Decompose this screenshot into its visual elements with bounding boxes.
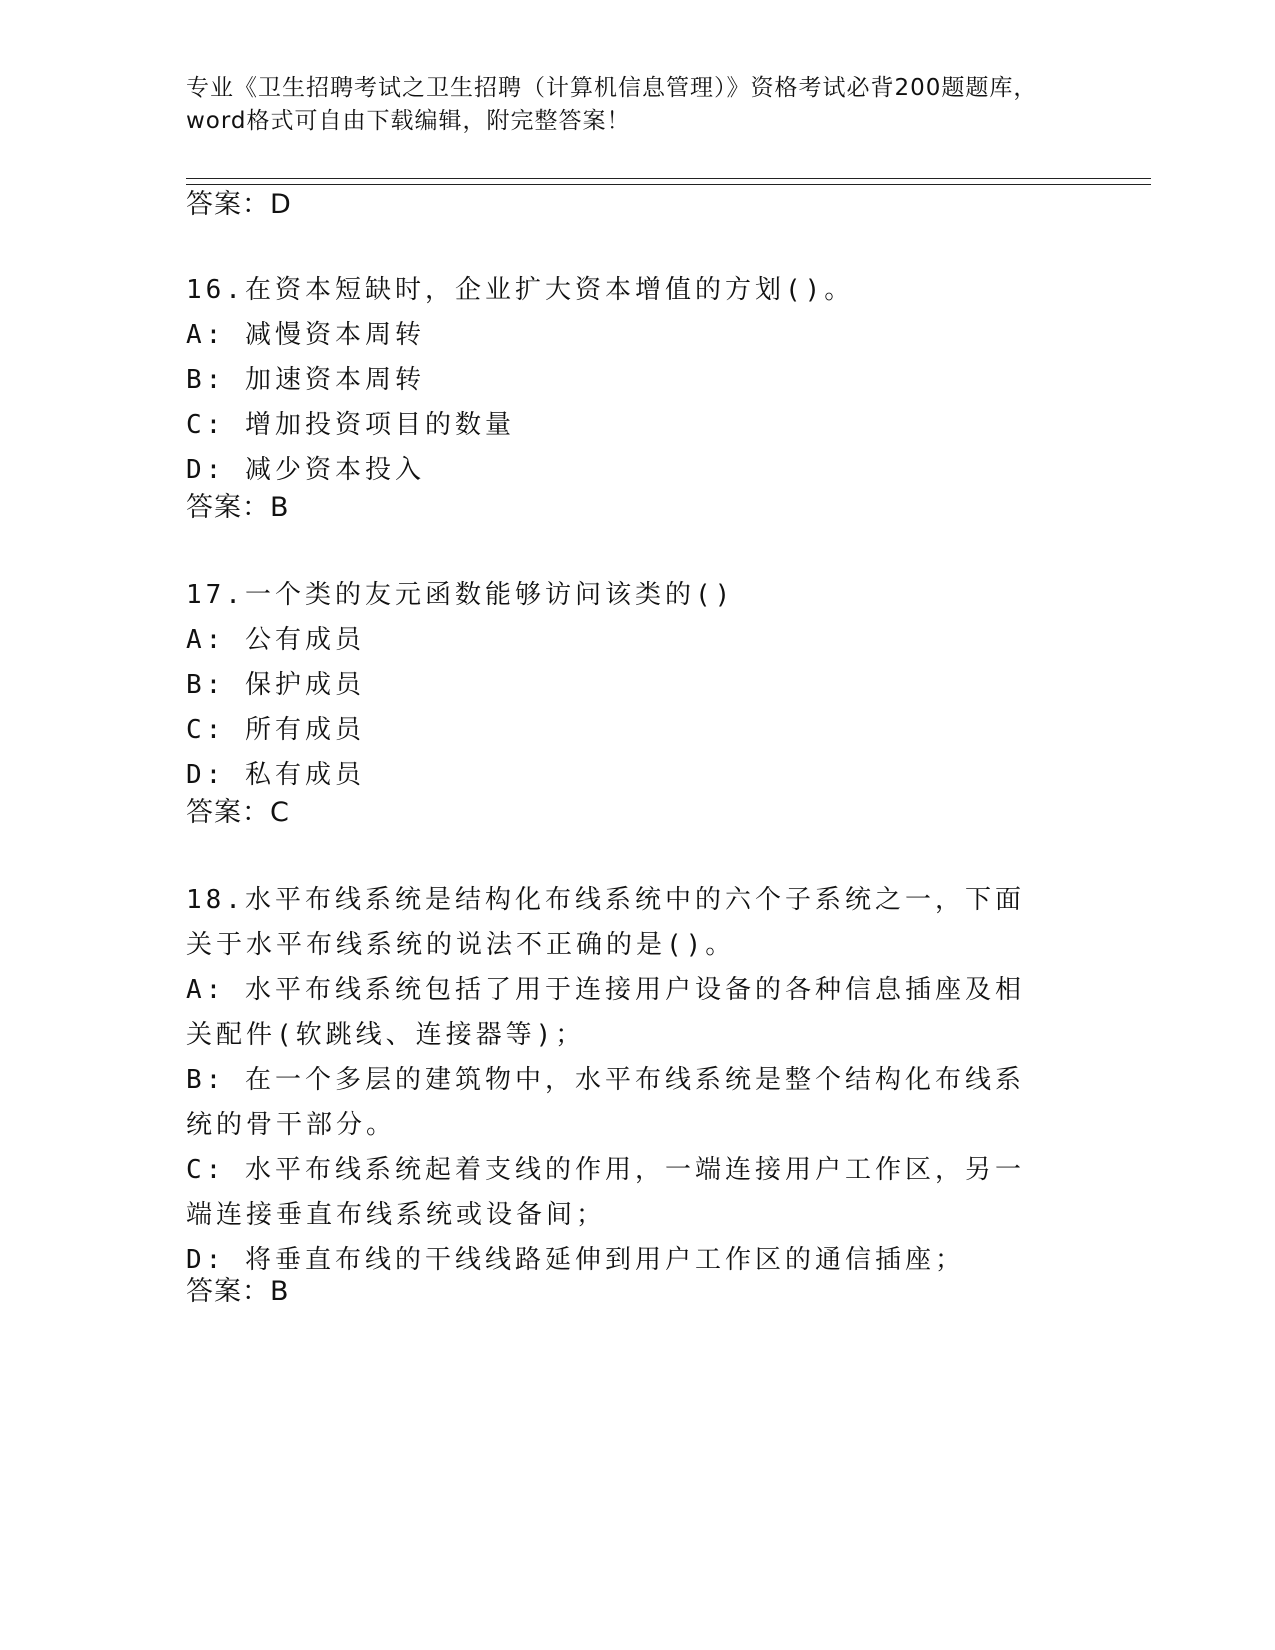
question-stem: 18.水平布线系统是结构化布线系统中的六个子系统之一，下面关于水平布线系统的说法不正确的是()。 xyxy=(186,885,1025,960)
question-stem: 16.在资本短缺时，企业扩大资本增值的方划()。 xyxy=(186,275,855,305)
option-b: B: 加速资本周转 xyxy=(186,365,425,395)
option-c: C: 增加投资项目的数量 xyxy=(186,410,515,440)
option-b: B: 保护成员 xyxy=(186,670,365,700)
option-c: C: 所有成员 xyxy=(186,715,365,745)
answer-17: 答案：C xyxy=(186,797,290,828)
question-18 xyxy=(186,878,1046,1283)
option-d: D: 私有成员 xyxy=(186,760,365,790)
answer-18: 答案：B xyxy=(186,1276,290,1307)
header-line-2: word格式可自由下载编辑，附完整答案！ xyxy=(186,108,631,134)
option-a: A: 减慢资本周转 xyxy=(186,320,425,350)
answer-16: 答案：B xyxy=(186,492,290,523)
option-d: D: 减少资本投入 xyxy=(186,455,425,485)
document-header xyxy=(186,72,1086,138)
question-stem: 17.一个类的友元函数能够访问该类的() xyxy=(186,580,735,610)
option-a: A: 公有成员 xyxy=(186,625,365,655)
question-16 xyxy=(186,268,1086,493)
header-line-1: 专业《卫生招聘考试之卫生招聘（计算机信息管理）》资格考试必背200题题库， xyxy=(186,75,1038,101)
option-a: A: 水平布线系统包括了用于连接用户设备的各种信息插座及相关配件(软跳线、连接器等)； xyxy=(186,975,1025,1050)
option-c: C: 水平布线系统起着支线的作用，一端连接用户工作区，另一端连接垂直布线系统或设备间； xyxy=(186,1155,1025,1230)
header-divider-top xyxy=(186,178,1151,179)
header-divider-bottom xyxy=(186,184,1151,185)
option-d: D: 将垂直布线的干线线路延伸到用户工作区的通信插座； xyxy=(186,1245,965,1275)
option-b: B: 在一个多层的建筑物中，水平布线系统是整个结构化布线系统的骨干部分。 xyxy=(186,1065,1025,1140)
question-17 xyxy=(186,573,1086,798)
answer-previous: 答案：D xyxy=(186,189,292,220)
